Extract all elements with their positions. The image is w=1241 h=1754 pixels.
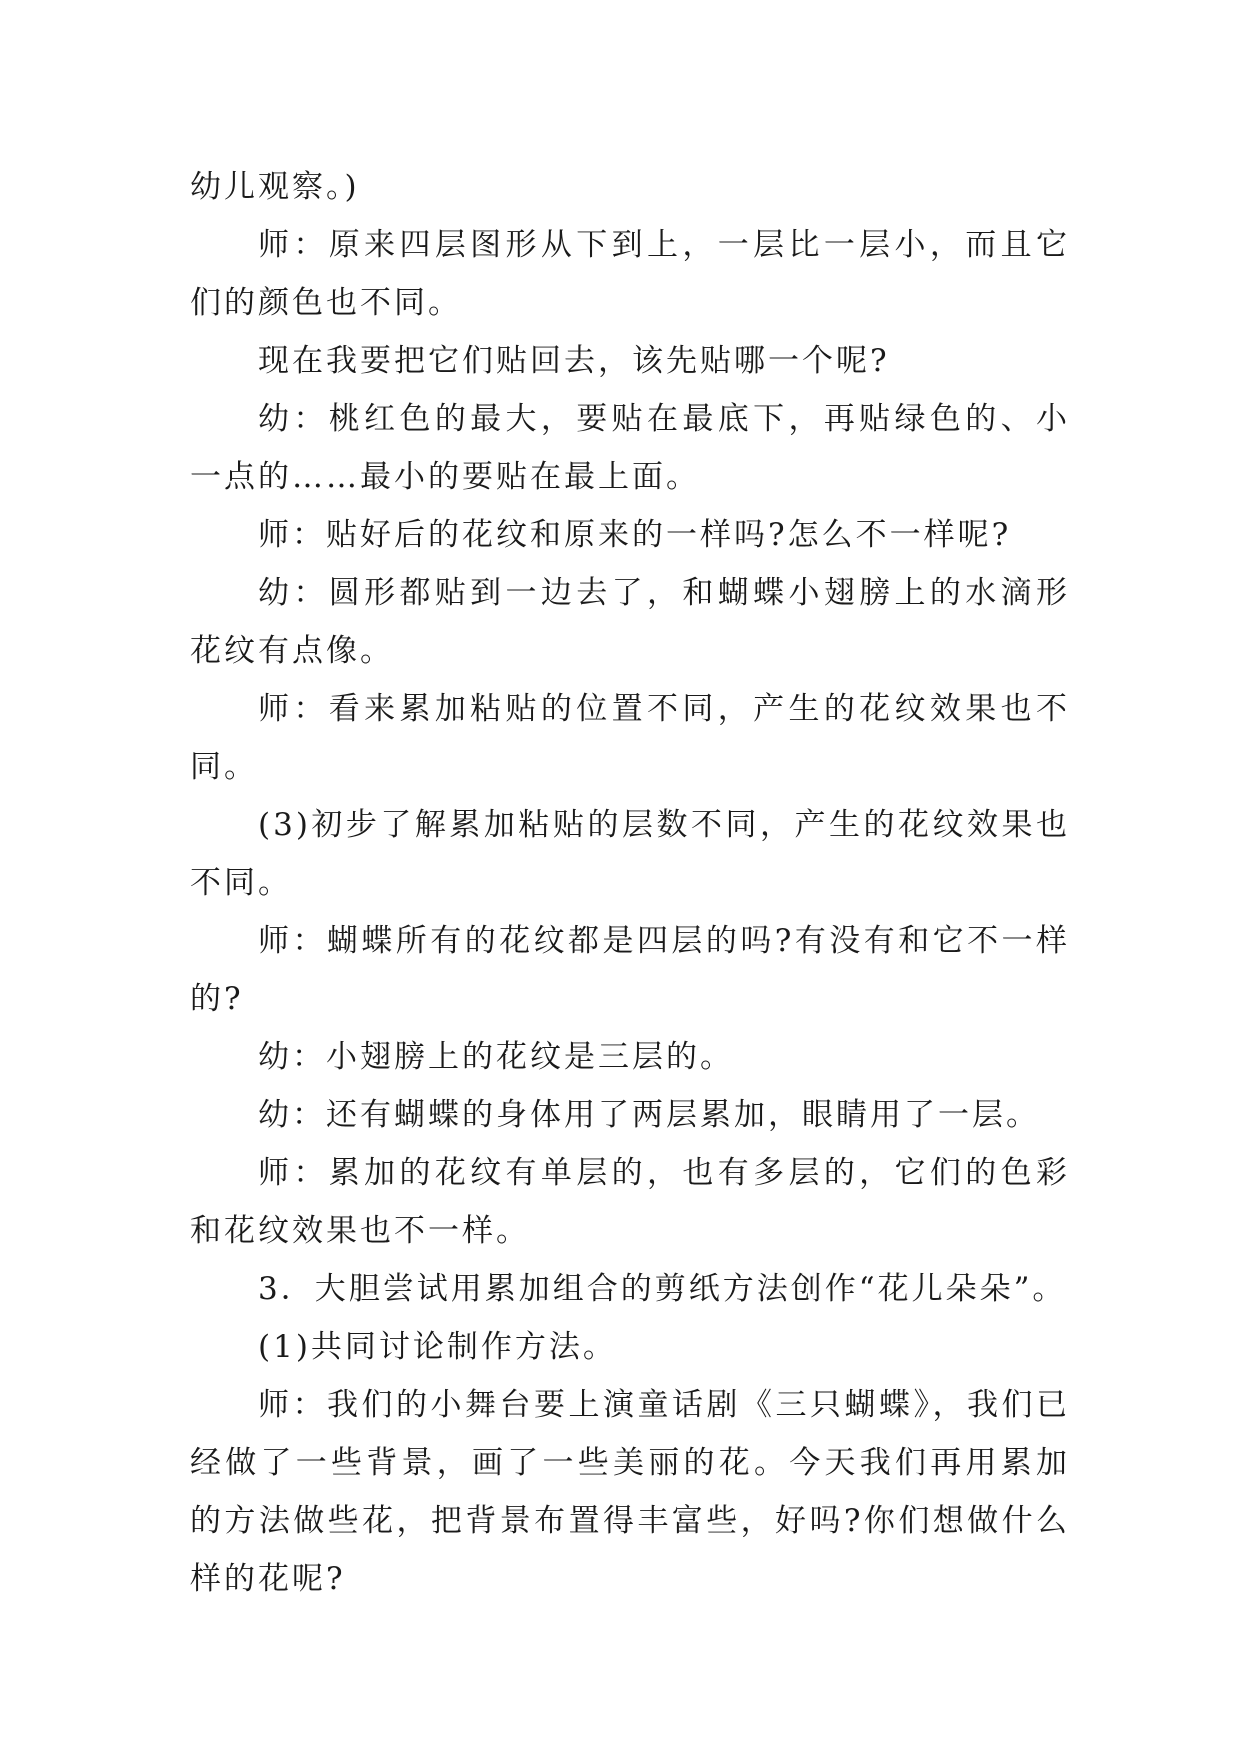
paragraph: (3)初步了解累加粘贴的层数不同，产生的花纹效果也不同。	[190, 807, 1070, 901]
paragraph: 幼：圆形都贴到一边去了，和蝴蝶小翅膀上的水滴形花纹有点像。	[190, 575, 1070, 669]
paragraph: 师：贴好后的花纹和原来的一样吗?怎么不一样呢?	[258, 517, 1012, 553]
paragraph: 现在我要把它们贴回去，该先贴哪一个呢?	[258, 343, 890, 379]
paragraph: 幼：桃红色的最大，要贴在最底下，再贴绿色的、小一点的……最小的要贴在最上面。	[190, 401, 1070, 495]
paragraph: 师：蝴蝶所有的花纹都是四层的吗?有没有和它不一样的?	[190, 923, 1070, 1017]
paragraph: 师：原来四层图形从下到上，一层比一层小，而且它们的颜色也不同。	[190, 227, 1070, 321]
paragraph: 幼：小翅膀上的花纹是三层的。	[258, 1039, 734, 1075]
paragraph: 幼儿观察。)	[190, 169, 360, 205]
paragraph: 师：我们的小舞台要上演童话剧《三只蝴蝶》，我们已经做了一些背景，画了一些美丽的花。今天我们再用累加的方法做些花，把背景布置得丰富些，好吗?你们想做什么样的花呢?	[190, 1387, 1070, 1597]
paragraph: 师：看来累加粘贴的位置不同，产生的花纹效果也不同。	[190, 691, 1070, 785]
document-body	[190, 158, 1070, 1608]
paragraph: (1)共同讨论制作方法。	[258, 1329, 617, 1365]
section-heading: 3．大胆尝试用累加组合的剪纸方法创作“花儿朵朵”。	[258, 1271, 1067, 1307]
paragraph: 幼：还有蝴蝶的身体用了两层累加，眼睛用了一层。	[258, 1097, 1040, 1133]
paragraph: 师：累加的花纹有单层的，也有多层的，它们的色彩和花纹效果也不一样。	[190, 1155, 1070, 1249]
